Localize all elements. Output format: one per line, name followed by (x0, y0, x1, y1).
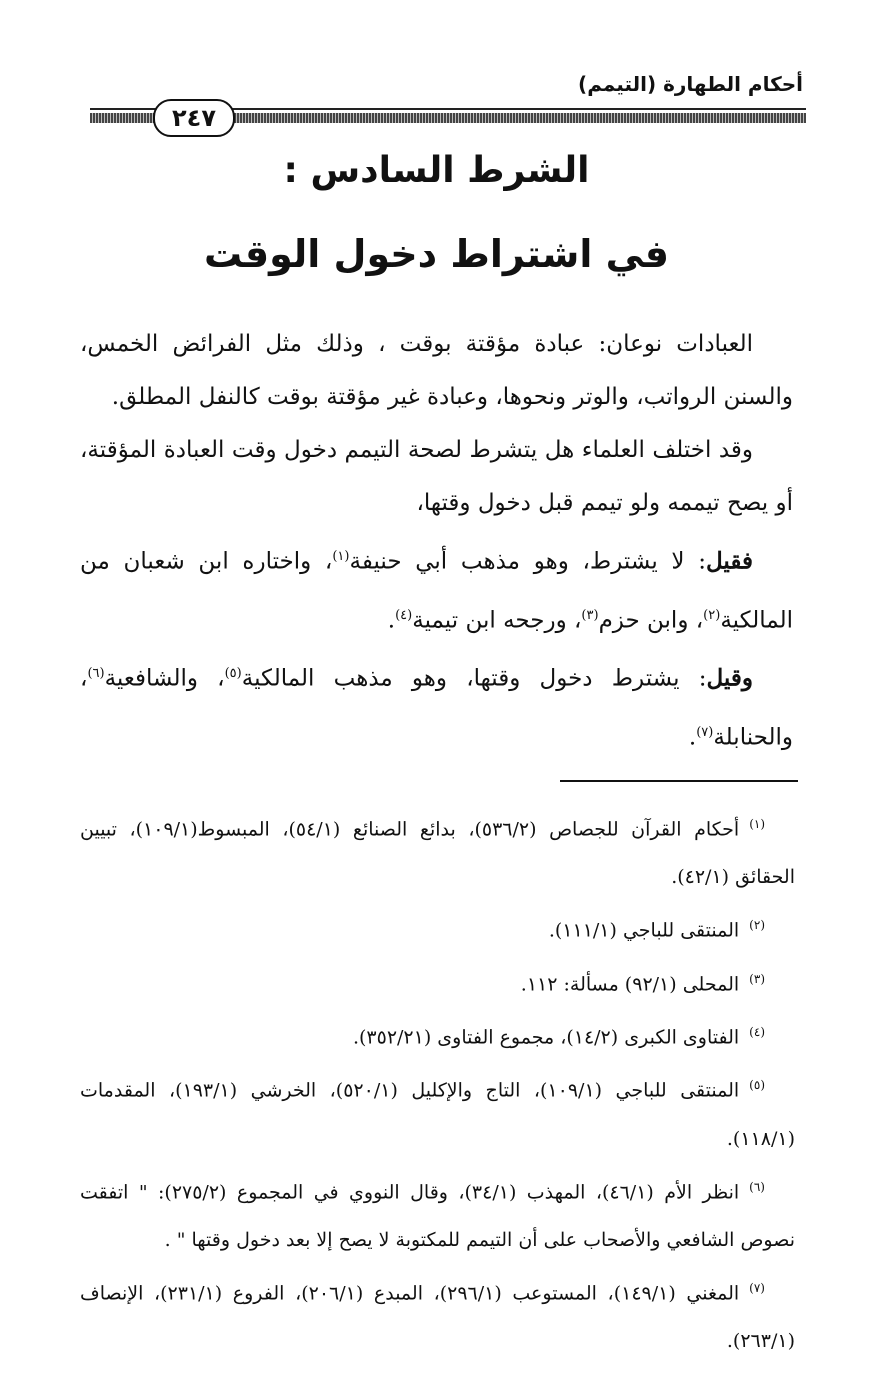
footnote-item (80, 800, 795, 901)
footnote-item (80, 901, 795, 954)
main-text (80, 318, 793, 765)
footnote-ref[interactable]: (٦) (87, 666, 105, 682)
paragraph-2: وقد اختلف العلماء هل يتشرط لصحة التيمم دخول وقت العبادة المؤقتة، أو يصح تيممه ولو تيمم قبل دخول وقتها، (80, 437, 793, 516)
text-run: : لا يشترط، وهو مذهب أبي حنيفة (349, 548, 706, 575)
footnote-item (80, 1163, 795, 1264)
footnote-mark: (٢) (749, 918, 765, 933)
paragraph-1: العبادات نوعان: عبادة مؤقتة بوقت ، وذلك مثل الفرائض الخمس، والسنن الرواتب، والوتر ونحوها، وعبادة غير مؤقتة بوقت كالنفل المطلق. (80, 331, 793, 410)
lead-word: وقيل (706, 664, 753, 692)
text-run: : يشترط دخول وقتها، وهو مذهب المالكية (241, 665, 707, 692)
footnote-text: الفتاوى الكبرى (١٤/٢)، مجموع الفتاوى (٣٥٢/٢١). (352, 1026, 740, 1049)
footnote-ref[interactable]: (١) (332, 549, 350, 564)
footnote-mark: (٦) (749, 1179, 765, 1194)
text-run: ، والحنابلة (80, 665, 793, 751)
footnote-item (80, 955, 795, 1008)
condition-title: الشرط السادس : (283, 150, 590, 191)
footnote-mark: (٤) (749, 1024, 765, 1039)
footnote-ref[interactable]: (٤) (395, 607, 413, 623)
footnote-mark: (٥) (749, 1078, 765, 1093)
text-run: ، والشافعية (104, 665, 225, 692)
footnote-item (80, 1008, 795, 1061)
text-run: ، واختاره ابن شعبان من المالكية (80, 548, 793, 634)
footnote-mark: (٧) (749, 1280, 765, 1295)
footnote-mark: (١) (749, 817, 766, 831)
footnote-item (80, 1264, 795, 1365)
footnote-text: المنتقى للباجي (١٠٩/١)، التاج والإكليل (٥٢٠/١)، الخرشي (١٩٣/١)، المقدمات (١١٨/١). (80, 1079, 795, 1150)
text-run: ، وابن حزم (598, 607, 704, 634)
paragraph-4 (80, 647, 793, 764)
footnote-text: المنتقى للباجي (١١١/١). (548, 919, 740, 942)
footnote-item (80, 1061, 795, 1162)
lead-word: فقيل (706, 547, 753, 575)
footnote-ref[interactable]: (٥) (224, 666, 242, 682)
footnotes (80, 800, 795, 1365)
text-run: . (387, 607, 396, 634)
footnote-text: المحلى (٩٢/١) مسألة: ١١٢. (520, 972, 740, 995)
running-title: أحكام الطهارة (التيمم) (578, 72, 803, 96)
footnote-mark: (٣) (749, 971, 765, 986)
footnote-ref[interactable]: (٧) (696, 724, 714, 740)
subject-title: في اشتراط دخول الوقت (204, 232, 669, 276)
footnote-ref[interactable]: (٣) (581, 607, 599, 623)
text-run: . (688, 724, 697, 751)
footnote-ref[interactable]: (٢) (703, 607, 721, 623)
text-run: ، ورجحه ابن تيمية (412, 607, 582, 634)
page-number: ٢٤٧ (153, 99, 235, 137)
footnote-text: أحكام القرآن للجصاص (٥٣٦/٢)، بدائع الصنائع (٥٤/١)، المبسوط(١٠٩/١)، تبيين الحقائق (٤٢/١). (80, 818, 795, 889)
footnote-text: المغني (١٤٩/١)، المستوعب (٢٩٦/١)، المبدع (٢٠٦/١)، الفروع (٢٣١/١)، الإنصاف (٢٦٣/١). (80, 1282, 795, 1353)
paragraph-3 (80, 530, 793, 647)
footnote-separator (560, 780, 798, 782)
footnote-text: انظر الأم (٤٦/١)، المهذب (٣٤/١)، وقال النووي في المجموع (٢٧٥/٢): " اتفقت نصوص الشافعي والأصحاب على أن التيمم للمكتوبة لا يصح إلا بعد دخول وقتها " . (80, 1180, 795, 1251)
